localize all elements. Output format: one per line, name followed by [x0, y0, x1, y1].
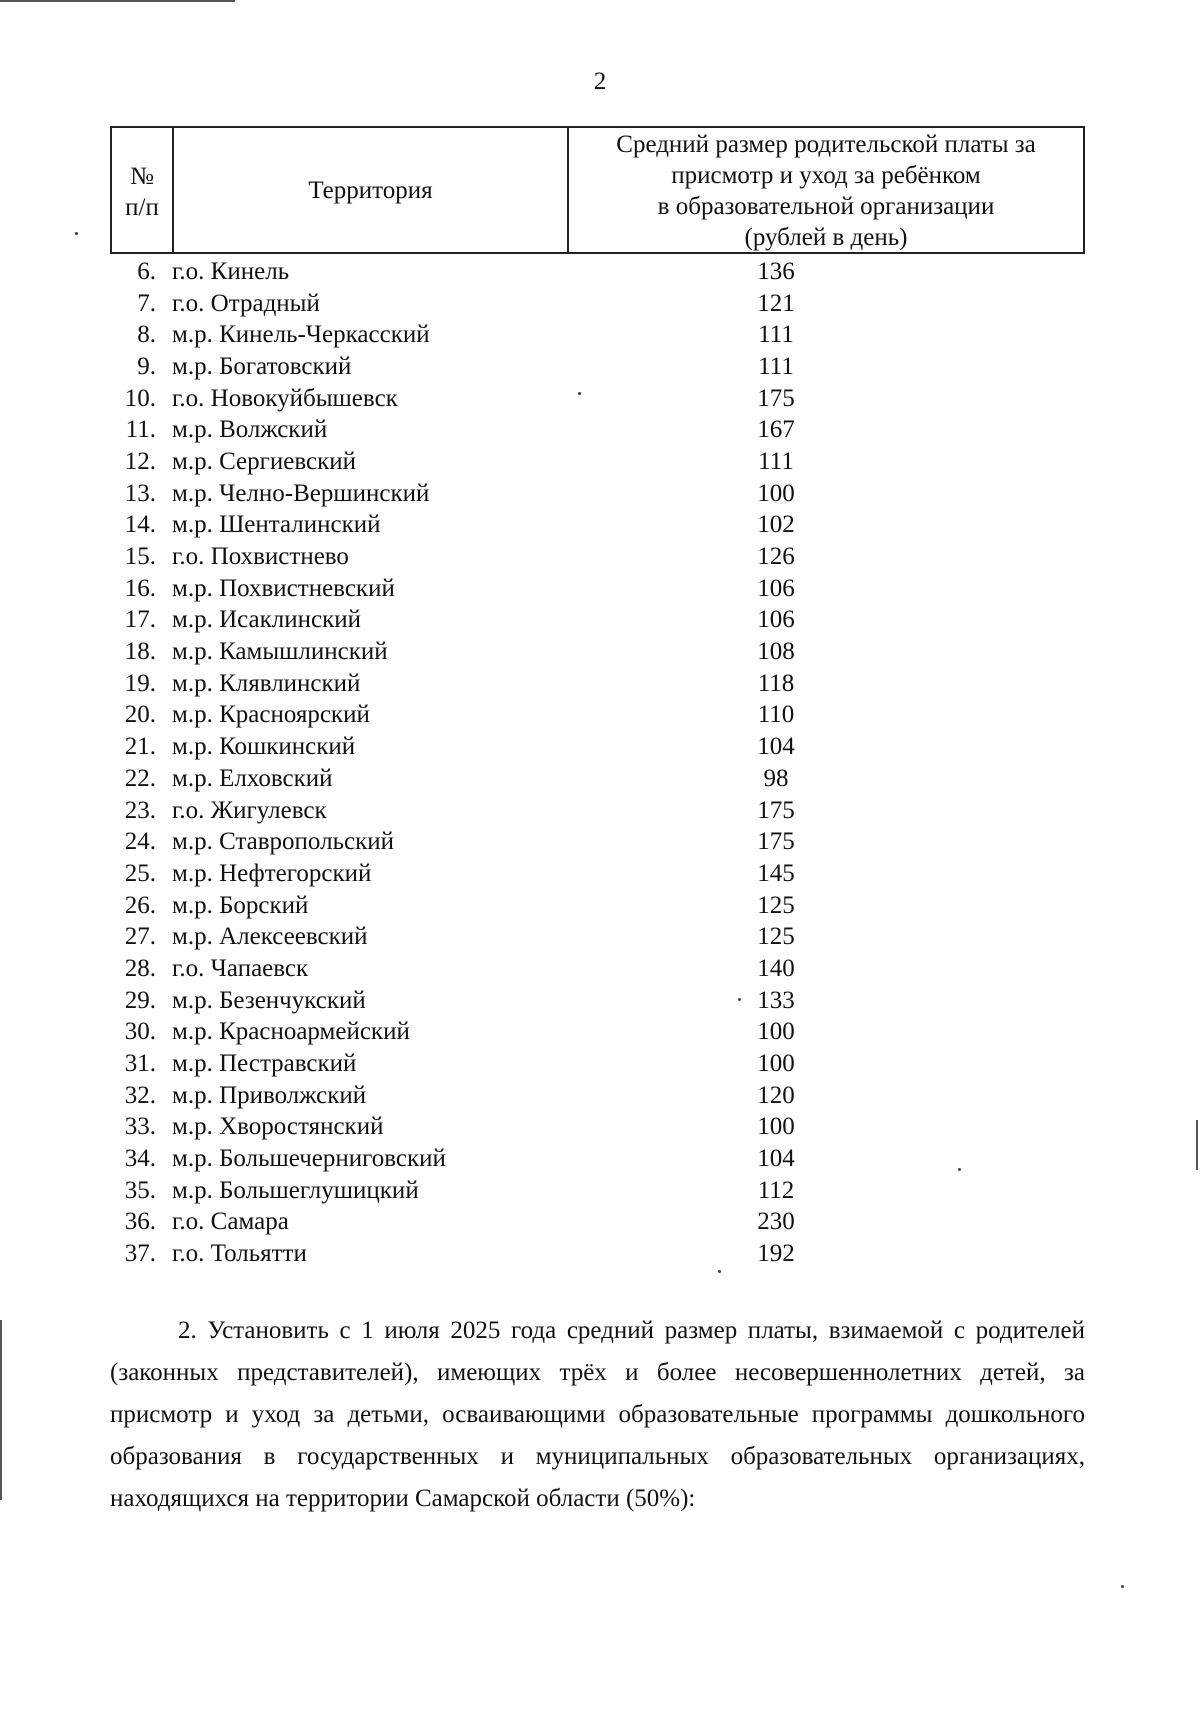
row-number: 8. — [137, 321, 156, 349]
header-number-cell — [112, 128, 174, 252]
scan-speck — [958, 1168, 961, 1171]
row-number: 24. — [124, 828, 156, 856]
row-fee-value: 175 — [757, 796, 795, 824]
row-territory: м.р. Красноармейский — [172, 1018, 410, 1046]
row-territory: м.р. Богатовский — [172, 352, 352, 380]
table-row — [110, 351, 1085, 383]
row-territory: м.р. Волжский — [172, 416, 328, 444]
row-territory: м.р. Клявлинский — [172, 669, 361, 697]
scan-speck — [75, 232, 78, 235]
row-territory: м.р. Камышлинский — [172, 638, 388, 666]
row-territory: м.р. Ставропольский — [172, 828, 394, 856]
page-number: 2 — [593, 68, 607, 95]
row-territory: г.о. Отрадный — [172, 289, 320, 317]
table-row — [110, 1017, 1085, 1049]
row-number: 23. — [124, 796, 156, 824]
table-row — [110, 605, 1085, 637]
header-territory-label: Территория — [308, 176, 433, 204]
table-row — [110, 700, 1085, 732]
row-fee-value: 140 — [757, 954, 795, 982]
row-territory: м.р. Елховский — [172, 764, 333, 792]
scan-speck — [738, 998, 741, 1001]
row-territory: м.р. Сергиевский — [172, 447, 357, 475]
table-row — [110, 541, 1085, 573]
scan-edge-mark — [0, 1320, 2, 1500]
row-fee-value: 100 — [757, 1113, 795, 1141]
row-fee-value: 133 — [757, 986, 795, 1014]
row-fee-value: 112 — [757, 1176, 795, 1204]
row-territory: м.р. Хворостянский — [172, 1113, 384, 1141]
row-territory: м.р. Исаклинский — [172, 606, 362, 634]
table-row — [110, 731, 1085, 763]
row-fee-value: 98 — [763, 764, 789, 792]
row-number: 22. — [124, 764, 156, 792]
row-territory: м.р. Борский — [172, 891, 309, 919]
row-territory: м.р. Пестравский — [172, 1050, 357, 1078]
row-number: 35. — [124, 1176, 156, 1204]
row-fee-value: 106 — [757, 606, 795, 634]
row-number: 29. — [124, 986, 156, 1014]
row-fee-value: 145 — [757, 859, 795, 887]
table-row — [110, 1143, 1085, 1175]
table-row — [110, 1238, 1085, 1270]
row-fee-value: 100 — [757, 479, 795, 507]
row-fee-value: 104 — [757, 733, 795, 761]
table-row — [110, 953, 1085, 985]
row-number: 37. — [124, 1240, 156, 1268]
row-number: 14. — [124, 511, 156, 539]
row-fee-value: 125 — [757, 891, 795, 919]
table-row — [110, 668, 1085, 700]
row-number: 6. — [137, 257, 156, 285]
table-body — [110, 256, 1085, 1270]
row-territory: м.р. Красноярский — [172, 701, 370, 729]
row-fee-value: 111 — [758, 352, 794, 380]
row-fee-value: 108 — [757, 638, 795, 666]
row-number: 20. — [124, 701, 156, 729]
row-territory: г.о. Тольятти — [172, 1240, 307, 1268]
row-territory: м.р. Шенталинский — [172, 511, 381, 539]
table-row — [110, 573, 1085, 605]
header-fee-line-2: присмотр и уход за ребёнком — [671, 162, 981, 189]
row-fee-value: 175 — [757, 384, 795, 412]
table-row — [110, 319, 1085, 351]
row-number: 34. — [124, 1145, 156, 1173]
header-fee-cell — [569, 128, 1083, 252]
row-number: 7. — [137, 289, 156, 317]
row-territory: м.р. Большечерниговский — [172, 1145, 446, 1173]
row-fee-value: 111 — [758, 447, 794, 475]
table-row — [110, 414, 1085, 446]
row-territory: г.о. Самара — [172, 1208, 289, 1236]
row-fee-value: 118 — [757, 669, 795, 697]
row-fee-value: 120 — [757, 1081, 795, 1109]
table-row — [110, 826, 1085, 858]
scan-speck — [1121, 1585, 1124, 1588]
table-row — [110, 1175, 1085, 1207]
row-fee-value: 167 — [757, 416, 795, 444]
row-fee-value: 125 — [757, 923, 795, 951]
table-row — [110, 795, 1085, 827]
row-fee-value: 121 — [757, 289, 795, 317]
row-territory: м.р. Алексеевский — [172, 923, 368, 951]
row-fee-value: 106 — [757, 574, 795, 602]
table-row — [110, 1207, 1085, 1239]
row-number: 15. — [124, 543, 156, 571]
table-row — [110, 1080, 1085, 1112]
row-territory: м.р. Челно-Вершинский — [172, 479, 430, 507]
row-fee-value: 126 — [757, 543, 795, 571]
row-number: 21. — [124, 733, 156, 761]
table-row — [110, 383, 1085, 415]
row-number: 36. — [124, 1208, 156, 1236]
row-number: 27. — [124, 923, 156, 951]
row-territory: м.р. Кинель-Черкасский — [172, 321, 430, 349]
table-row — [110, 1112, 1085, 1144]
row-number: 11. — [125, 416, 156, 444]
row-fee-value: 111 — [758, 321, 794, 349]
table-row — [110, 858, 1085, 890]
row-fee-value: 102 — [757, 511, 795, 539]
row-fee-value: 230 — [757, 1208, 795, 1236]
row-territory: г.о. Чапаевск — [172, 954, 309, 982]
header-fee-line-1: Средний размер родительской платы за — [616, 131, 1036, 158]
row-number: 12. — [124, 447, 156, 475]
row-territory: м.р. Приволжский — [172, 1081, 367, 1109]
body-paragraph: 2. Установить с 1 июля 2025 года средний размер платы, взимаемой с родителей (законных представителей), имеющих трёх и более несовершеннолетних детей, за присмотр и уход за детьми, осваивающими образовательные программы дошкольного образования в государственных и муниципальных образовательных организациях, находящихся на территории Самарской области (50%): — [110, 1317, 1085, 1512]
scan-speck — [578, 392, 581, 395]
row-fee-value: 192 — [757, 1240, 795, 1268]
row-fee-value: 100 — [757, 1018, 795, 1046]
row-number: 10. — [124, 384, 156, 412]
row-fee-value: 136 — [757, 257, 795, 285]
row-fee-value: 175 — [757, 828, 795, 856]
scan-speck — [718, 1270, 721, 1273]
header-fee-line-4: (рублей в день) — [744, 224, 908, 251]
row-territory: м.р. Большеглушицкий — [172, 1176, 419, 1204]
header-number-line-1: № — [130, 163, 154, 190]
scan-edge-mark — [0, 0, 235, 2]
row-fee-value: 100 — [757, 1050, 795, 1078]
row-fee-value: 110 — [757, 701, 795, 729]
row-number: 31. — [124, 1050, 156, 1078]
table-row — [110, 921, 1085, 953]
table-row — [110, 288, 1085, 320]
table-row — [110, 1048, 1085, 1080]
row-number: 16. — [124, 574, 156, 602]
row-number: 32. — [124, 1081, 156, 1109]
table-row — [110, 256, 1085, 288]
table-row — [110, 890, 1085, 922]
row-number: 13. — [124, 479, 156, 507]
row-territory: м.р. Нефтегорский — [172, 859, 372, 887]
row-number: 18. — [124, 638, 156, 666]
row-number: 28. — [124, 954, 156, 982]
row-territory: м.р. Кошкинский — [172, 733, 356, 761]
row-territory: г.о. Кинель — [172, 257, 290, 285]
header-territory-cell — [174, 128, 569, 252]
row-number: 33. — [124, 1113, 156, 1141]
row-number: 19. — [124, 669, 156, 697]
table-row — [110, 478, 1085, 510]
table-row — [110, 510, 1085, 542]
table-row — [110, 636, 1085, 668]
header-number-line-2: п/п — [125, 194, 159, 221]
row-number: 17. — [124, 606, 156, 634]
scan-edge-mark — [1196, 1120, 1198, 1170]
row-territory: г.о. Жигулевск — [172, 796, 327, 824]
row-territory: м.р. Похвистневский — [172, 574, 395, 602]
row-territory: г.о. Новокуйбышевск — [172, 384, 398, 412]
row-number: 30. — [124, 1018, 156, 1046]
table-header — [110, 126, 1085, 254]
row-fee-value: 104 — [757, 1145, 795, 1173]
row-territory: м.р. Безенчукский — [172, 986, 366, 1014]
row-number: 25. — [124, 859, 156, 887]
table-row — [110, 985, 1085, 1017]
row-number: 9. — [137, 352, 156, 380]
header-fee-line-3: в образовательной организации — [657, 193, 995, 220]
table-row — [110, 446, 1085, 478]
row-territory: г.о. Похвистнево — [172, 543, 349, 571]
table-row — [110, 763, 1085, 795]
row-number: 26. — [124, 891, 156, 919]
